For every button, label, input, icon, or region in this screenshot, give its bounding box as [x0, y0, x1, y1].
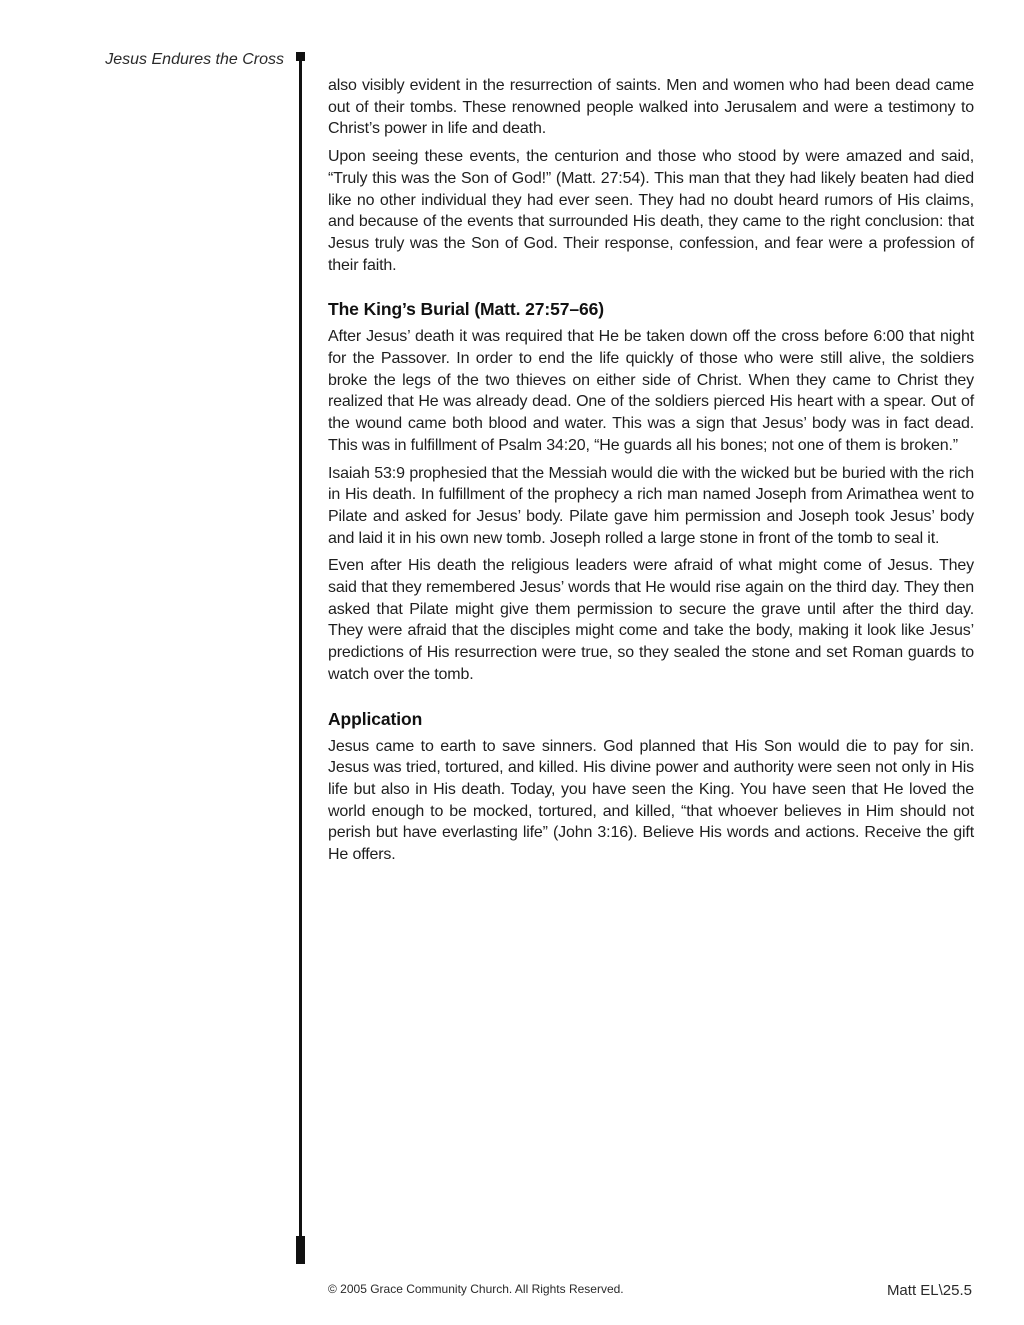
- body-paragraph: Isaiah 53:9 prophesied that the Messiah would die with the wicked but be buried with the rich in His death. In fulfillment of the prophecy a rich man named Joseph from Arimathea went to Pilate and asked for Jesus’ body. Pilate gave him permission and Joseph took Jesus’ body and laid it in his own new tomb. Joseph rolled a large stone in front of the tomb to seal it.: [328, 464, 974, 547]
- page-body: [328, 75, 974, 872]
- running-head-title: Jesus Endures the Cross: [105, 51, 284, 68]
- margin-rule-top-cap: [296, 52, 305, 61]
- margin-rule-bottom-cap: [296, 1236, 305, 1264]
- body-paragraph: also visibly evident in the resurrection of saints. Men and women who had been dead came out of their tombs. These renowned people walked into Jerusalem and were a testimony to Christ’s power in life and death.: [328, 77, 974, 138]
- footer-copyright: © 2005 Grace Community Church. All Rights Reserved.: [328, 1282, 624, 1296]
- body-paragraph: Jesus came to earth to save sinners. God planned that His Son would die to pay for sin. Jesus was tried, tortured, and killed. His divine power and authority were seen not only in His life but also in His death. Today, you have seen the King. You have seen that He loved the world enough to be mocked, tortured, and killed, “that whoever believes in Him should not perish but have everlasting life” (John 3:16). Believe His words and actions. Receive the gift He offers.: [328, 737, 974, 864]
- section-heading-burial: The King’s Burial (Matt. 27:57–66): [328, 299, 605, 320]
- margin-rule: [299, 52, 302, 1264]
- section-heading-application: Application: [328, 708, 423, 729]
- footer-page-reference: Matt EL\25.5: [886, 1282, 972, 1299]
- body-paragraph: Even after His death the religious leaders were afraid of what might come of Jesus. They said that they remembered Jesus’ words that He would rise again on the third day. They then asked that Pilate might give them permission to secure the grave until after the third day. They were afraid that the disciples might come and take the body, making it look like Jesus’ predictions of His resurrection were true, so they sealed the stone and set Roman guards to watch over the tomb.: [328, 557, 974, 683]
- body-paragraph: Upon seeing these events, the centurion and those who stood by were amazed and said, “Truly this was the Son of God!” (Matt. 27:54). This man that they had likely beaten had died like no other individual they had ever seen. They had no doubt heard rumors of His claims, and because of the events that surrounded His death, they came to the right conclusion: that Jesus truly was the Son of God. Their response, confession, and fear were a profession of their faith.: [328, 148, 974, 274]
- body-paragraph: After Jesus’ death it was required that He be taken down off the cross before 6:00 that night for the Passover. In order to end the life quickly of those who were still alive, the soldiers broke the legs of the two thieves on either side of Christ. When they came to Christ they realized that He was already dead. One of the soldiers pierced His heart with a spear. Out of the wound came both blood and water. This was a sign that Jesus’ body was in fact dead. This was in fulfillment of Psalm 34:20, “He guards all his bones; not one of them is broken.”: [328, 328, 974, 454]
